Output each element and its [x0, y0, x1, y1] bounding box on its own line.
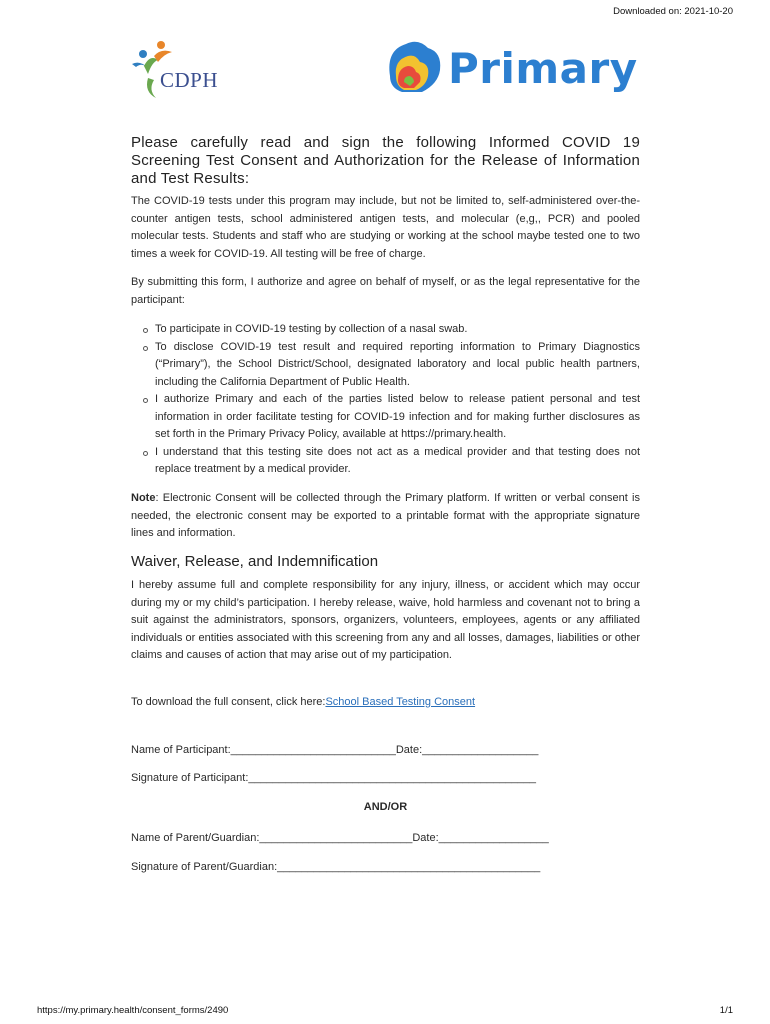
participant-signature-field[interactable]: Signature of Participant:_______________________________________________ — [131, 772, 536, 784]
list-item: I authorize Primary and each of the parties listed below to release patient personal and test information in order facilitate testing for COVID-19 infection and for making further disclosures as set forth in the Primary Privacy Policy, available at https://primary.health. — [155, 391, 640, 444]
parent-signature-field[interactable]: Signature of Parent/Guardian:___________________________________________ — [131, 861, 541, 873]
parent-name-field[interactable]: Name of Parent/Guardian:_________________________Date:__________________ — [131, 832, 549, 844]
note-label: Note — [131, 492, 156, 504]
download-date: Downloaded on: 2021-10-20 — [613, 6, 733, 17]
waiver-paragraph: I hereby assume full and complete responsibility for any injury, illness, or accident which may occur during my or my child’s participation. I hereby release, waive, hold harmless and covenant not to bring a suit against the administrators, sponsors, organizers, volunteers, employees, agents or any affiliated individuals or entities associated with this screening from any and all losses, damages, liabilities or other claims and causes of action that may arise out of my participation. — [131, 579, 640, 661]
primary-logo-text: Primary — [448, 44, 638, 93]
and-or-label: AND/OR — [363, 801, 408, 813]
note-paragraph — [131, 490, 640, 543]
download-prefix: To download the full consent, click here: — [131, 696, 326, 708]
intro-paragraph: The COVID-19 tests under this program may include, but not be limited to, self-administered over-the-counter antigen tests, school administered antigen tests, and molecular (e,g,, PCR) and pooled molecular tests. Students and staff who are studying or working at the school maybe tested one to two times a week for COVID-19. All testing will be free of charge. — [131, 195, 640, 260]
primary-logo — [384, 36, 644, 102]
consent-list — [131, 321, 640, 479]
list-item: To participate in COVID-19 testing by collection of a nasal swab. — [155, 321, 640, 339]
download-line — [131, 694, 640, 712]
primary-heart-icon — [384, 36, 446, 96]
waiver-heading: Waiver, Release, and Indemnification — [131, 553, 379, 570]
participant-name-field[interactable]: Name of Participant:___________________________Date:___________________ — [131, 744, 539, 756]
footer-url: https://my.primary.health/consent_forms/2490 — [37, 1005, 229, 1016]
page-number: 1/1 — [719, 1005, 733, 1016]
authorize-paragraph: By submitting this form, I authorize and agree on behalf of myself, or as the legal representative for the participant: — [131, 276, 640, 306]
list-item: To disclose COVID-19 test result and required reporting information to Primary Diagnostics (“Primary”), the School District/School, designated laboratory and local public health partners, including the California Department of Public Health. — [155, 339, 640, 392]
page-title: Please carefully read and sign the following Informed COVID 19 Screening Test Consent and Authorization for the Release of Information and Test Results: — [131, 134, 640, 187]
cdph-logo — [128, 34, 223, 104]
list-item: I understand that this testing site does not act as a medical provider and that testing does not replace treatment by a medical provider. — [155, 444, 640, 479]
note-text: : Electronic Consent will be collected through the Primary platform. If written or verbal consent is needed, the electronic consent may be exported to a printable format with the appropriate signature lines and information. — [131, 492, 640, 539]
cdph-logo-text: CDPH — [160, 68, 219, 92]
consent-download-link[interactable]: School Based Testing Consent — [325, 696, 476, 708]
